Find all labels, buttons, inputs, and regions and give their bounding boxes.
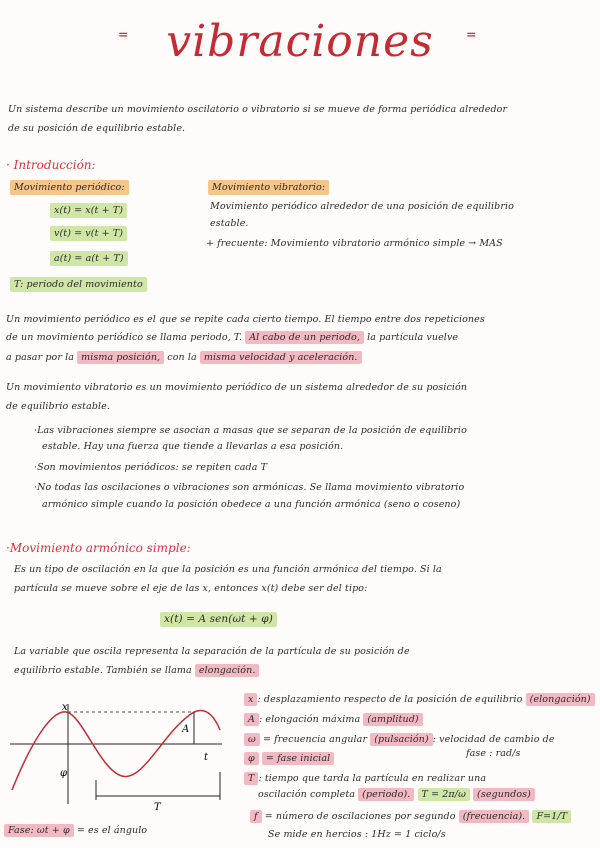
mas-frequent-text: + frecuente: Movimiento vibratorio armónico simple → MAS — [206, 238, 503, 249]
bullet-2: ·Son movimientos periódicos: se repiten cada T — [34, 462, 268, 473]
highlight-al-cabo: Al cabo de un periodo, — [245, 331, 364, 344]
legend-a-tag: (amplitud) — [363, 713, 422, 726]
mas-text-line-2: partícula se mueve sobre el eje de las x, entonces x(t) debe ser del tipo: — [14, 583, 368, 594]
legend-w-tag: (pulsación) — [370, 733, 433, 746]
para2-text: a pasar por la — [6, 352, 74, 363]
legend-f-symbol: f — [250, 810, 262, 823]
graph-label-phi: φ — [60, 768, 68, 779]
graph-label-a: A — [182, 724, 190, 735]
para2-line-2 — [6, 331, 458, 344]
legend-f-line-2: Se mide en hercios : 1Hz = 1 ciclo/s — [268, 829, 446, 840]
legend-phi-symbol: φ — [244, 752, 259, 765]
equation-velocity: v(t) = v(t + T) — [50, 226, 127, 241]
legend-t — [244, 772, 486, 785]
bullet-1-line-1: ·Las vibraciones siempre se asocian a masas que se separan de la posición de equilibrio — [34, 425, 467, 436]
sine-wave — [12, 711, 220, 790]
highlight-misma-velocidad: misma velocidad y aceleración. — [200, 351, 362, 364]
phase-note — [4, 824, 147, 837]
para2-text: de un movimiento periódico se llama periodo, T. — [6, 332, 243, 343]
bullet-1-line-2: estable. Hay una fuerza que tiende a llevarlas a esa posición. — [42, 441, 344, 452]
graph-label-x: x — [62, 702, 68, 713]
legend-t-tag: (periodo). — [358, 788, 414, 801]
legend-phi — [244, 752, 334, 765]
legend-a — [244, 713, 423, 726]
intro-line-2: de su posición de equilibrio estable. — [8, 123, 186, 134]
bullet-3-line-1: ·No todas las oscilaciones o vibraciones son armónicas. Se llama movimiento vibratorio — [34, 482, 465, 493]
phase-highlight: Fase: ωt + φ — [4, 824, 74, 837]
section-heading-mas: ·Movimiento armónico simple: — [6, 541, 191, 555]
graph-label-period: T — [154, 802, 161, 813]
vibratory-text-1: Movimiento periódico alrededor de una posición de equilibrio — [210, 201, 514, 212]
legend-t-formula: T = 2π/ω — [418, 788, 470, 801]
vibratory-text-2: estable. — [210, 218, 249, 229]
bullet-3-line-2: armónico simple cuando la posición obedece a una función armónica (seno o coseno) — [42, 499, 461, 510]
mas-formula: x(t) = A sen(ωt + φ) — [160, 612, 277, 627]
sine-graph — [4, 700, 228, 828]
page-title: vibraciones — [166, 16, 434, 67]
phase-text: = es el ángulo — [76, 825, 148, 836]
legend-phi-text: = fase inicial — [262, 752, 334, 765]
legend-f-text: = número de oscilaciones por segundo — [264, 811, 456, 822]
legend-x-tag: (elongación) — [526, 693, 595, 706]
legend-w-symbol: ω — [244, 733, 260, 746]
periodic-motion-label: Movimiento periódico: — [10, 180, 129, 195]
legend-t-text: : tiempo que tarda la partícula en realizar una — [258, 773, 487, 784]
vibratory-motion-label: Movimiento vibratorio: — [208, 180, 329, 195]
legend-w — [244, 733, 555, 746]
highlight-elongacion: elongación. — [195, 664, 260, 677]
legend-t-symbol: T — [244, 772, 258, 785]
legend-t-text-2: oscilación completa — [258, 789, 356, 800]
para2-line-1: Un movimiento periódico es el que se repite cada cierto tiempo. El tiempo entre dos repeticiones — [6, 314, 485, 325]
para3-line-1: Un movimiento vibratorio es un movimiento periódico de un sistema alrededor de su posición — [6, 382, 468, 393]
legend-x — [244, 693, 595, 706]
legend-a-symbol: A — [244, 713, 259, 726]
legend-x-text: : desplazamiento respecto de la posición de equilibrio — [257, 694, 523, 705]
mas-text2-line-1: La variable que oscila representa la separación de la partícula de su posición de — [14, 646, 410, 657]
para3-line-2: de equilibrio estable. — [6, 401, 111, 412]
equation-acceleration: a(t) = a(t + T) — [50, 251, 128, 266]
graph-label-t: t — [204, 752, 209, 763]
legend-w-note-2: fase : rad/s — [466, 748, 521, 759]
legend-f-tag: (frecuencia). — [459, 810, 530, 823]
mas-text-line-1: Es un tipo de oscilación en la que la posición es una función armónica del tiempo. Si la — [14, 564, 442, 575]
highlight-misma-posicion: misma posición, — [77, 351, 164, 364]
equation-position: x(t) = x(t + T) — [50, 203, 127, 218]
legend-w-note: : velocidad de cambio de — [432, 734, 555, 745]
para2-text: con la — [167, 352, 197, 363]
legend-f-formula: F=1/T — [532, 810, 571, 823]
legend-a-text: : elongación máxima — [258, 714, 361, 725]
decorative-sparkle-left: ⁼ — [118, 26, 129, 50]
legend-x-symbol: x — [244, 693, 257, 706]
legend-t-line-2 — [258, 788, 535, 801]
para2-line-3 — [6, 351, 362, 364]
intro-line-1: Un sistema describe un movimiento oscilatorio o vibratorio si se mueve de forma periódica alrededor — [8, 104, 508, 115]
decorative-sparkle-right: ⁼ — [466, 26, 477, 50]
legend-w-text: = frecuencia angular — [262, 734, 368, 745]
mas-text2-line-2 — [14, 664, 259, 677]
legend-t-unit: (segundos) — [473, 788, 535, 801]
period-label: T: periodo del movimiento — [10, 277, 147, 292]
legend-f — [250, 810, 571, 823]
section-heading-introduccion: · Introducción: — [6, 158, 96, 172]
para2-text-end: la partícula vuelve — [367, 332, 459, 343]
mas-text2: equilibrio estable. También se llama — [14, 665, 192, 676]
